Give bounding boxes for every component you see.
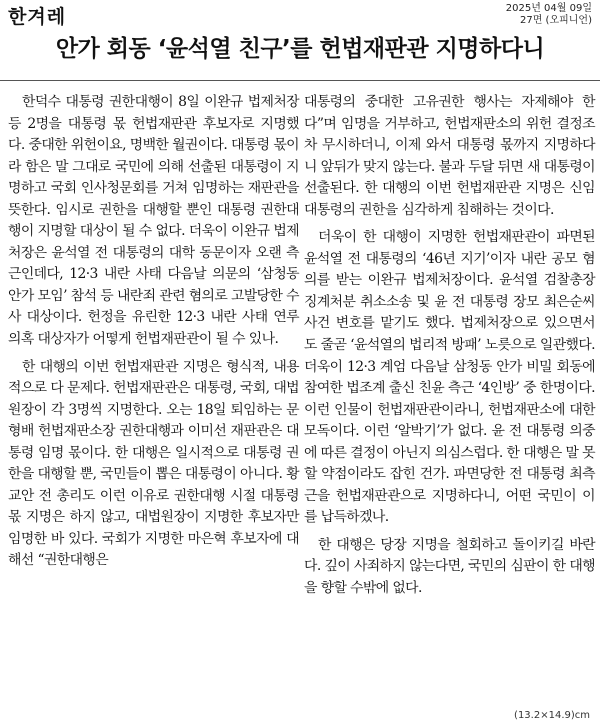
headline-divider (0, 80, 600, 81)
paragraph: 한 대행의 이번 헌법재판관 지명은 형식적, 내용적으로 다 문제다. 헌법재판관은 대통령, 국회, 대법원장이 각 3명씩 지명한다. 오는 18일 퇴임하는 문형배 헌법재판소장 권한대행과 이미선 재판관은 대통령 임명 몫이다. 한 대행은 일시적으로 대통령 권한을 대행할 뿐, 국민들이 뽑은 대통령이 아니다. 황교안 전 총리도 이런 이유로 권한대행 시절 대통령 몫 지명은 하지 않고, 대법원장이 지명한 후보자만 임명한 바 있다. 국회가 지명한 마은혁 후보자에 대해선 “권한대행은 (8, 358, 299, 569)
paragraph: 한 대행은 당장 지명을 철회하고 돌이키길 바란다. 깊이 사죄하지 않는다면, 국민의 심판이 한 대행을 향할 수밖에 없다. (304, 536, 595, 597)
page-section: 27면 (오피니언) (519, 15, 592, 26)
paragraph: 대통령의 중대한 고유권한 행사는 자제해야 한다”며 임명을 거부하고, 헌법재판소의 위헌 결정조차 무시하더니, 이제 와서 대통령 몫까지 지명하다니 앞뒤가 맞지 않는다. 불과 두달 뒤면 새 대통령이 선출된다. 한 대행의 이번 헌법재판관 지명은 신임 대통령의 권한을 심각하게 침해하는 것이다. (304, 94, 595, 218)
article-column-left (8, 92, 299, 572)
paragraph: 한덕수 대통령 권한대행이 8일 이완규 법제처장 등 2명을 대통령 몫 헌법재판관 후보자로 지명했다. 중대한 위헌이요, 명백한 월권이다. 대통령 몫이라 함은 말 그대로 국민에 의해 선출된 대통령이 지명하고 국회 인사청문회를 거쳐 임명하는 재판관을 뜻한다. 임시로 권한을 대행할 뿐인 대통령 권한대행이 지명할 대상이 될 수 없다. 더욱이 이완규 법제처장은 윤석열 전 대통령의 대학 동문이자 오랜 측근인데다, 12·3 내란 사태 다음날 의문의 ‘삼청동 안가 모임’ 참석 등 내란죄 관련 혐의로 고발당한 수사 대상이다. 헌정을 유린한 12·3 내란 사태 연루 의혹 대상자가 어떻게 헌법재판관이 될 수 있나. (8, 94, 299, 348)
newspaper-logo: 한겨레 (8, 6, 67, 28)
clipping-size: (13.2×14.9)cm (514, 710, 590, 721)
masthead-meta (506, 3, 592, 27)
article-column-right (304, 92, 595, 600)
editorial-headline: 안가 회동 ‘윤석열 친구’를 헌법재판관 지명하다니 (55, 36, 545, 62)
issue-date: 2025년 04월 09일 (505, 3, 592, 14)
paragraph: 더욱이 한 대행이 지명한 헌법재판관이 파면된 윤석열 전 대통령의 ‘46년 지기’이자 내란 공모 혐의를 받는 이완규 법제처장이다. 윤석열 검찰총장 징계처분 취소소송 및 윤 전 대통령 장모 최은순씨 사건 변호를 맡기도 했다. 법제처장으로 있으면서도 줄곧 ‘윤석열의 법리적 방패’ 노릇으로 일관했다. 더욱이 12·3 계엄 다음날 삼청동 안가 비밀 회동에 참여한 법조계 출신 친윤 측근 ‘4인방’ 중 한명이다. 이런 인물이 헌법재판관이라니, 헌법재판소에 대한 모독이다. 이런 ‘알박기’가 없다. 윤 전 대통령 의중에 따른 결정이 아닌지 의심스럽다. 한 대행은 말 못 할 약점이라도 잡힌 건가. 파면당한 전 대통령 최측근을 헌법재판관으로 지명하다니, 어떤 국민이 이를 납득하겠나. (304, 229, 595, 526)
